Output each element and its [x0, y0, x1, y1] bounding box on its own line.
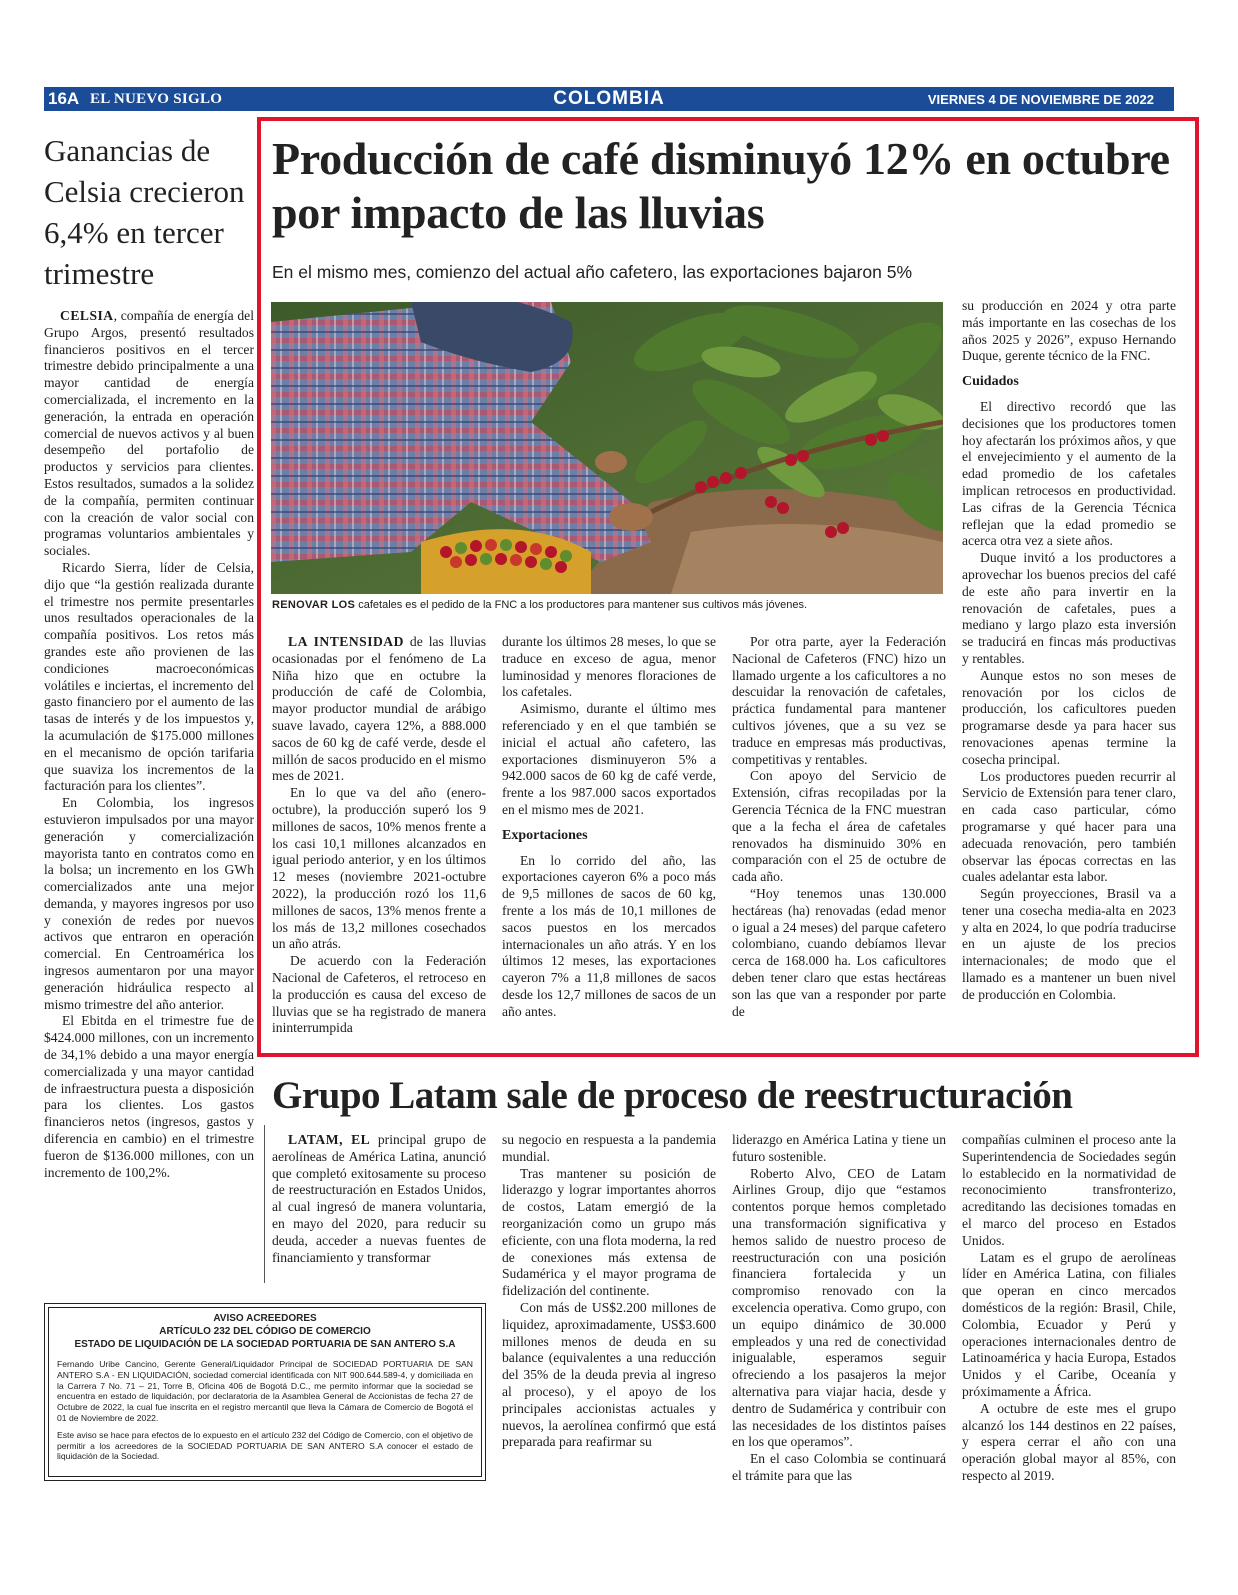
- creditors-notice: [44, 1303, 486, 1481]
- photo-caption: [272, 599, 944, 611]
- latam-column-3: [732, 1132, 946, 1485]
- cafe-paragraph-9: “Hoy tenemos unas 130.000 hectáreas (ha) renovadas (edad menor o igual a 24 meses) del parque cafetero colombiano, cuando debíamos llevar cerca de 168.000 ha. Los caficultores deben tener claro que estas hectáreas son las que van a responder por parte de: [732, 885, 946, 1019]
- cafe-p1-text: de las lluvias ocasionadas por el fenómeno de La Niña hizo que en octubre la producción de café de Colombia, mayor productor mundial de arábigo suave lavado, cayera 12%, a 888.000 sacos de 60 kg de café verde, desde el millón de sacos producido en el mismo mes de 2021.: [272, 634, 486, 784]
- latam-paragraph-10: A octubre de este mes el grupo alcanzó los 144 destinos en 22 países, y espera cerrar el año con una operación global mayor al 85%, con respecto al 2019.: [962, 1400, 1176, 1483]
- latam-paragraph-5: liderazgo en América Latina y tiene un futuro sostenible.: [732, 1132, 946, 1164]
- cafe-paragraph-8: Con apoyo del Servicio de Extensión, cifras recopiladas por la Gerencia Técnica de la FNC muestran que a la fecha el área de cafetales renovados ha disminuido 30% en comparación con el 25 de octubre de cada año.: [732, 768, 946, 885]
- cafe-column-1: [272, 634, 486, 1037]
- latam-paragraph-2: su negocio en respuesta a la pandemia mundial.: [502, 1132, 716, 1164]
- celsia-paragraph-3: En Colombia, los ingresos estuvieron impulsados por una mayor generación y comercialización mayorista tanto en contratos como en la bolsa; un incremento en los GWh comercializados ante una mejor demanda, y mayores ingresos por uso y conexión de redes por nuevos activos que entraron en operación comercial. En Centroamérica los ingresos aumentaron por una mayor generación hidráulica respecto al mismo trimestre del año anterior.: [44, 795, 254, 1012]
- cafe-paragraph-14: Los productores pueden recurrir al Servicio de Extensión para tener claro, en cada caso particular, cómo programarse y qué hacer para una adecuada renovación, pero también observar las épocas correctas en las cuales adelantar esta labor.: [962, 768, 1176, 885]
- cafe-subheadline: En el mismo mes, comienzo del actual año cafetero, las exportaciones bajaron 5%: [272, 262, 913, 282]
- creditors-notice-inner: [48, 1307, 482, 1477]
- cafe-paragraph-11: El directivo recordó que las decisiones que los productores tomen hoy afectarán los próximos años, y que el envejecimiento y el aumento de la edad promedio de los cafetales implican retrocesos en productividad. Las cifras de la Gerencia Técnica reflejan que la edad promedio se acerca otra vez a siete años.: [962, 398, 1176, 549]
- latam-p1-text: principal grupo de aerolíneas de América Latina, anunció que completó exitosamente su proceso de reestructuración en Estados Unidos, al cual ingresó de manera voluntaria, en mayo del 2020, para reducir su deuda, acceder a nuevas fuentes de financiamiento y transformar: [272, 1132, 486, 1265]
- latam-paragraph-4: Con más de US$2.200 millones de liquidez, aproximadamente, US$3.600 millones menos de deuda en su balance (equivalentes a una reducción del 35% de la deuda previa al ingreso al proceso), y el apoyo de los principales accionistas actuales y nuevos, la aerolínea confirmó que está preparada para reafirmar su: [502, 1299, 716, 1450]
- page-header-bar: [44, 87, 1174, 111]
- cafe-paragraph-7: Por otra parte, ayer la Federación Nacional de Cafeteros (FNC) hizo un llamado urgente a los caficultores a no descuidar la renovación de cafetales, práctica fundamental para mantener cultivos jóvenes, que a su vez se traduce en empresas más productivas, competitivas y rentables.: [732, 634, 946, 767]
- latam-paragraph-1: [272, 1132, 486, 1266]
- caption-lead: RENOVAR LOS: [272, 599, 356, 611]
- section-name: COLOMBIA: [553, 88, 665, 109]
- notice-body-1: Fernando Uribe Cancino, Gerente General/Liquidador Principal de SOCIEDAD PORTUARIA DE SAN ANTERO S.A - EN LIQUIDACIÓN, sociedad comercial identificada con NIT 900.644.589-4, y domiciliada en la Carrera 7 No. 71 – 21, Torre B, Oficina 406 de Bogotá D.C., me permito informar que la sociedad se encuentra en estado de liquidación, por declaratoria de la Asamblea General de Accionistas de fecha 27 de Octubre de 2022, la cual fue inscrita en el registro mercantil que lleva la Cámara de Comercio de Bogotá el 01 de Noviembre de 2022.: [57, 1359, 473, 1423]
- notice-body-2: Este aviso se hace para efectos de lo expuesto en el artículo 232 del Código de Comercio, con el objetivo de permitir a los acreedores de la SOCIEDAD PORTUARIA DE SAN ANTERO S.A conocer el estado de liquidación de la Sociedad.: [57, 1429, 473, 1462]
- cafe-paragraph-3: De acuerdo con la Federación Nacional de Cafeteros, el retroceso en la producción es causa del exceso de lluvias que se ha registrado de manera ininterrumpida: [272, 953, 486, 1036]
- caption-text: cafetales es el pedido de la FNC a los productores para mantener sus cultivos más jóvenes.: [355, 599, 808, 611]
- cafe-paragraph-6: En lo corrido del año, las exportaciones cayeron 6% a poco más de 9,5 millones de sacos de 60 kg, frente a los más de 10,1 millones de sacos puestos en los mercados internacionales un año atrás. Y en los últimos 12 meses, las exportaciones cayeron 7% a 11,8 millones de sacos desde los 12,7 millones de sacos de un año antes.: [502, 852, 716, 1019]
- latam-headline: Grupo Latam sale de proceso de reestructuración: [272, 1074, 1073, 1117]
- celsia-paragraph-2: Ricardo Sierra, líder de Celsia, dijo que “la gestión realizada durante el trimestre nos permite presentarles unos resultados operacionales de la compañía positivos. Los retos más grandes este año provienen de las condiciones macroeconómicas volátiles e inciertas, el incremento del gasto financiero por el aumento de las tasas de interés y de los impuestos y, la acumulación de $175.000 millones en el mecanismo de opción tarifaria que suaviza los incrementos de la facturación para los clientes”.: [44, 559, 254, 794]
- column-divider: [264, 1125, 265, 1283]
- celsia-paragraph-4: El Ebitda en el trimestre fue de $424.000 millones, con un incremento de 34,1% debido a una mayor energía comercializada y una mayor cantidad de infraestructura puesta a disposición para los clientes. Los gastos financieros netos (ingresos, gastos y diferencia en cambio) en el trimestre fueron de $136.000 millones, con un incremento de 100,2%.: [44, 1013, 254, 1180]
- cafe-column-3: [732, 634, 946, 1020]
- notice-title-2: ARTÍCULO 232 DEL CÓDIGO DE COMERCIO: [159, 1326, 371, 1337]
- cafe-paragraph-2: En lo que va del año (enero-octubre), la producción superó los 9 millones de sacos, 10% menos frente a los casi 10,1 millones alcanzados en igual periodo anterior, y en los últimos 12 meses (noviembre 2021-octubre 2022), la producción rozó los 11,6 millones de sacos, 13% menos frente a los más de 13,2 millones cosechados un año atrás.: [272, 785, 486, 952]
- latam-paragraph-6: Roberto Alvo, CEO de Latam Airlines Group, dijo que “estamos contentos porque hemos completado una transformación significativa y hemos salido de nuestro proceso de reestructuración con una posición financiera fortalecida y un compromiso renovado con la excelencia operativa. Como grupo, con un equipo dinámico de 30.000 empleados y una red de conectividad inigualable, esperamos seguir ofreciendo a los pasajeros la mejor alternativa para viajar hacia, desde y dentro de Sudamérica y contribuir con las necesidades de los distintos países en los que operamos”.: [732, 1165, 946, 1450]
- coffee-harvest-photo: [271, 302, 943, 594]
- celsia-paragraph-1: [44, 308, 254, 560]
- cafe-column-2: [502, 634, 716, 1021]
- celsia-lede: CELSIA: [60, 308, 114, 323]
- cuidados-subheading: Cuidados: [962, 374, 1019, 390]
- exportaciones-subheading: Exportaciones: [502, 827, 588, 843]
- celsia-body: [44, 308, 254, 1181]
- cafe-paragraph-1: [272, 634, 486, 785]
- celsia-headline: Ganancias de Celsia crecieron 6,4% en tercer trimestre: [44, 133, 245, 291]
- cafe-paragraph-5: Asimismo, durante el último mes referenciado y en el que también se inicial el actual año cafetero, las exportaciones disminuyeron 5% a 942.000 sacos de 60 kg de café verde, frente a los 987.000 sacos exportados en el mismo mes de 2021.: [502, 701, 716, 817]
- cafe-lede: LA INTENSIDAD: [288, 634, 404, 649]
- cafe-paragraph-15: Según proyecciones, Brasil va a tener una cosecha media-alta en 2023 y alta en 2024, lo que podría traducirse en un ajuste de los precios internacionales; de modo que el llamado es a mantener un buen nivel de producción en Colombia.: [962, 886, 1176, 1002]
- notice-title-3: ESTADO DE LIQUIDACIÓN DE LA SOCIEDAD PORTUARIA DE SAN ANTERO S.A: [74, 1339, 456, 1350]
- latam-paragraph-8: compañías culminen el proceso ante la Superintendencia de Sociedades según lo establecido en la normatividad de reconocimiento transfronterizo, acreditando las decisiones tomadas en el marco del proceso en Estados Unidos.: [962, 1132, 1176, 1248]
- cafe-paragraph-12: Duque invitó a los productores a aprovechar los buenos precios del café de este año para invertir en la renovación de cafetales, pues a mediano y largo plazo esta inversión se traducirá en fincas más productivas y rentables.: [962, 550, 1176, 666]
- latam-column-2: [502, 1132, 716, 1451]
- cafe-paragraph-4: durante los últimos 28 meses, lo que se traduce en exceso de agua, menor luminosidad y menores floraciones de los cafetales.: [502, 634, 716, 700]
- publication-name: EL NUEVO SIGLO: [90, 91, 223, 107]
- latam-paragraph-7: En el caso Colombia se continuará el trámite para que las: [732, 1451, 946, 1483]
- issue-date: VIERNES 4 DE NOVIEMBRE DE 2022: [927, 92, 1154, 107]
- cafe-headline: Producción de café disminuyó 12% en octubre por impacto de las lluvias: [272, 133, 1170, 238]
- notice-title-1: AVISO ACREEDORES: [213, 1313, 317, 1324]
- cafe-column-4: [962, 298, 1176, 1004]
- latam-paragraph-3: Tras mantener su posición de liderazgo y lograr importantes ahorros de costos, Latam emergió de la reorganización como un grupo más eficiente, con una flota moderna, la red de conexiones más extensa de Sudamérica y el mayor programa de fidelización del continente.: [502, 1165, 716, 1299]
- cafe-paragraph-10: su producción en 2024 y otra parte más importante en las cosechas de los años 2025 y 2026”, expuso Hernando Duque, gerente técnico de la FNC.: [962, 298, 1176, 364]
- latam-lede: LATAM, EL: [288, 1132, 371, 1147]
- celsia-p1-text: , compañía de energía del Grupo Argos, presentó resultados financieros positivos en el tercer trimestre debido principalmente a una mayor cantidad de energía comercializada, el incremento en la generación, la entrada en operación comercial de nuevos activos y al buen desempeño del portafolio de productos y servicios para clientes. Estos resultados, sumados a la solidez de la compañía, permiten continuar con la creación de valor social con programas voluntarios ambientales y sociales.: [44, 308, 254, 559]
- page-number: 16A: [48, 89, 80, 108]
- cafe-paragraph-13: Aunque estos no son meses de renovación por los ciclos de producción, los caficultores pueden programarse desde ya para hacer sus renovaciones apenas termine la cosecha principal.: [962, 667, 1176, 767]
- latam-column-1: [272, 1132, 486, 1266]
- latam-column-4: [962, 1132, 1176, 1485]
- celsia-article: [44, 130, 254, 1181]
- latam-paragraph-9: Latam es el grupo de aerolíneas líder en América Latina, con filiales que operan en cinco mercados domésticos de la región: Brasil, Chile, Colombia, Ecuador y Perú y operaciones internacionales dentro de Latinoamérica y hacia Europa, Estados Unidos y el Caribe, Oceanía y próximamente a África.: [962, 1249, 1176, 1399]
